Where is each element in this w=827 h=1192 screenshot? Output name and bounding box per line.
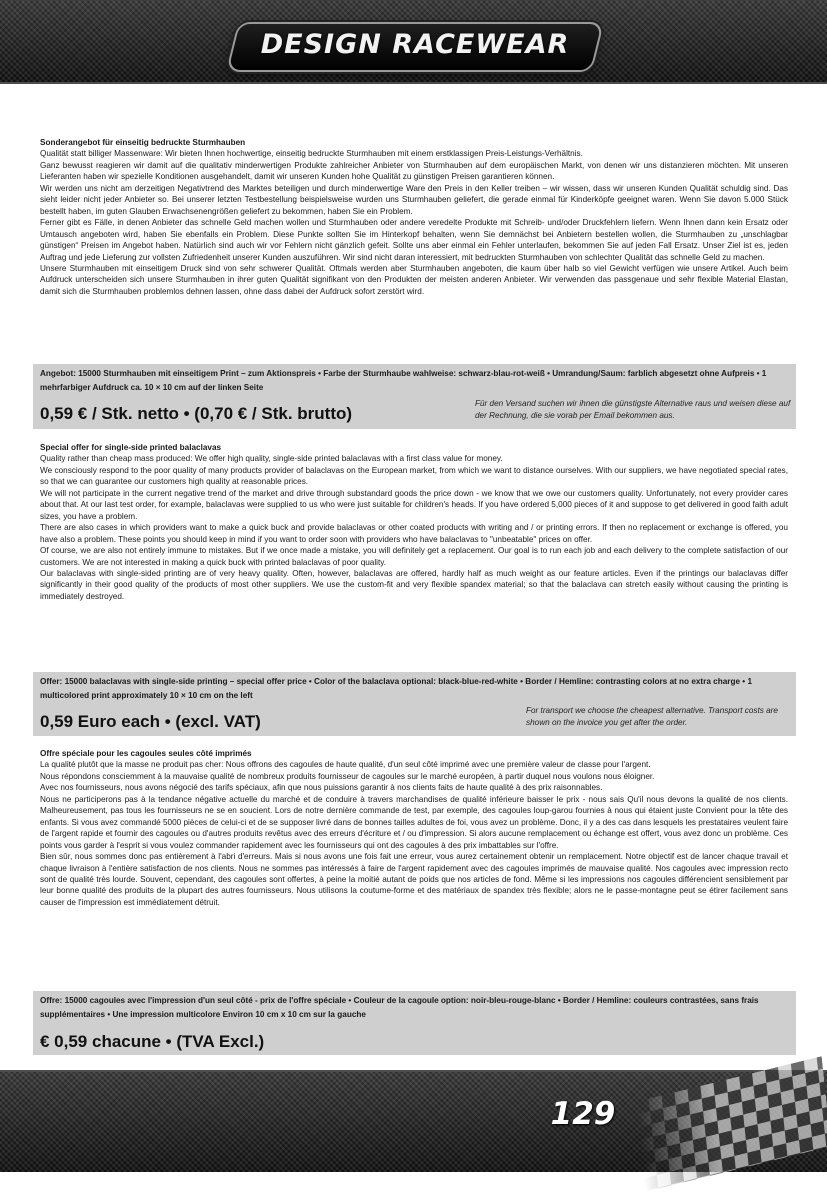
french-paragraph: Bien sûr, nous sommes donc pas entièrement à l'abri d'erreurs. Mais si nous avons une fois fait une erreur, vous aurez certainement obtenir un remplacement. Notre objectif est de lancer chaque travail et chaque livraison à l'entière satisfaction de nos clients. Nous ne sommes pas intéressés à faire de l'argent rapidement avec des cagoules imprimés de mauvaise qualité. Nos cagoules avec impression recto sont de qualité très lourde. Souvent, cependant, des cagoules sont offertes, à peine la moitié autant de poids que nos articles de fond. Même si les impressions nos cagoules différencient sensiblement par leur bonne qualité des produits de la plupart des autres fournisseurs. Nous utilisons la coutume-forme et des matériaux de spandex très flexible; alors ne le passe-montagne peut se étirer facilement sans causer de l'impression est immédiatement détruit. bbox=[40, 852, 788, 907]
english-title: Special offer for single-side printed balaclavas bbox=[40, 443, 222, 452]
german-paragraph: Ganz bewusst reagieren wir damit auf die qualitativ minderwertigen Produkte zahlreicher Anbieter von Sturmhauben auf dem europäischen Markt, von denen wir uns distanzieren möchten. Mit unseren Lieferanten haben wir spezielle Konditionen ausgehandelt, damit wir unseren Kunden hohe Qualität zu günstigen Preisen garantieren können. bbox=[40, 160, 788, 182]
german-shipping-note: Für den Versand suchen wir ihnen die günstigste Alternative raus und weisen diese auf der Rechnung, die sie vorab per Email bekommen aus. bbox=[475, 399, 791, 420]
french-offer-box bbox=[33, 991, 796, 1055]
german-section bbox=[40, 137, 788, 297]
english-paragraph: There are also cases in which providers want to make a quick buck and provide balaclavas or other coated products with writing and / or printing errors. If then no replacement or exchange is offered, you have also a problem. These points you should keep in mind if you want to order soon with providers who have balaclavas to "unbeatable" prices on offer. bbox=[40, 523, 788, 544]
german-paragraph: Unsere Sturmhauben mit einseitigem Druck sind von sehr schwerer Qualität. Oftmals werden aber Sturmhauben angeboten, die kaum über halb so viel Gewicht verfügen wie unsere Artikel. Auch beim Aufdruck unterscheiden sich unsere Sturmhauben in ihrer guten Qualität signifikant von den Produkten der meisten anderen Anbieter. Wir verwenden das passgenaue und sehr flexible Material Elastan, damit sich die Sturmhauben problemlos dehnen lassen, ohne dass dabei der Aufdruck sofort zerstört wird. bbox=[40, 263, 788, 296]
english-paragraph: We consciously respond to the poor quality of many products provider of balaclavas on the European market, from which we want to distance ourselves. With our suppliers, we have negotiated special rates, so that we can guarantee our customers high quality at reasonable prices. bbox=[40, 465, 788, 487]
french-section bbox=[40, 748, 788, 908]
french-offer-price: € 0,59 chacune • (TVA Excl.) bbox=[40, 1032, 265, 1051]
english-section bbox=[40, 442, 788, 602]
french-title: Offre spéciale pour les cagoules seules côté imprimés bbox=[40, 749, 252, 758]
french-paragraph: Avec nos fournisseurs, nous avons négocié des tarifs spéciaux, afin que nous puissions garantir à nos clients faits de haute qualité à des prix raisonnables. bbox=[40, 783, 603, 793]
french-paragraph: Nous répondons consciemment à la mauvaise qualité de nombreux produits fournisseur de cagoules sur le marché européen, à partir duquel nous voulons nous éloigner. bbox=[40, 771, 655, 781]
page-number: 129 bbox=[550, 1096, 616, 1132]
german-offer-box bbox=[33, 364, 796, 429]
english-offer-price: 0,59 Euro each • (excl. VAT) bbox=[40, 712, 261, 731]
german-paragraph: Wir werden uns nicht am derzeitigen Negativtrend des Marktes beteiligen und durch minderwertige Ware den Preis in den Keller treiben – wir wissen, dass wir unseren Kunden Qualität schuldig sind. Das sieht leider nicht jeder Anbieter so. Bei unserer letzten Testbestellung beispielsweise wurden uns Sturmhauben geliefert, die gerade einmal für Kinderköpfe geeignet waren. Wenn Sie davon 5.000 Stück bestellt haben, im guten Glauben Erwachsenengrößen geliefert zu bekommen, haben Sie ein Problem. bbox=[40, 183, 788, 216]
english-paragraph: Of course, we are also not entirely immune to mistakes. But if we once made a mistake, you will definitely get a replacement. Our goal is to run each job and each delivery to the complete satisfaction of our customers. We are not interested in making a quick buck with printed balaclavas of poor quality. bbox=[40, 546, 788, 567]
english-shipping-note: For transport we choose the cheapest alternative. Transport costs are shown on the invoice you get after the order. bbox=[526, 706, 778, 727]
french-offer-text: Offre: 15000 cagoules avec l'impression d'un seul côté - prix de l'offre spéciale • Couleur de la cagoule option: noir-bleu-rouge-blanc • Border / Hemline: couleurs contrastées, sans frais supplémentaires • Une impression multicolore Environ 10 cm x 10 cm sur la gauche bbox=[40, 996, 759, 1019]
french-paragraph: La qualité plutôt que la masse ne produit pas cher: Nous offrons des cagoules de haute qualité, d'un seul côté imprimé avec une première valeur de classe pour l'argent. bbox=[40, 760, 651, 770]
english-paragraph: Our balaclavas with single-sided printing are of very heavy quality. Often, however, balaclavas are offered, hardly half as much weight as our feature articles. Even if the printings our balaclavas differ significantly in their good quality of the products of most other suppliers. We use the custom-fit and very flexible spandex material; so that the balaclava can stretch easily without causing the printing is immediately destroyed. bbox=[40, 568, 788, 601]
english-paragraph: We will not participate in the current negative trend of the market and drive through substandard goods the price down - we know that we owe our customers quality. Unfortunately, not every provider cares about that. At our last test order, for example, balaclavas were supplied to us who were just suitable for children's heads. If you have ordered 5,000 pieces of it and suppose to get delivered in good faith adult sizes, you have a problem. bbox=[40, 488, 788, 521]
english-offer-box bbox=[33, 672, 796, 736]
english-paragraph: Quality rather than cheap mass produced: We offer high quality, single-side printed balaclavas with a first class value for money. bbox=[40, 454, 503, 464]
french-paragraph: Nous ne participerons pas à la tendance négative actuelle du marché et de conduire à travers marchandises de qualité inférieure baisser le prix - nous sais Qu'il nous devons la qualité de nos clients. Malheureusement, pas tous les fournisseurs ne se en soucient. Lors de notre dernière commande de test, par exemple, des cagoules loup-garou fournies à nous qui étaient juste Convient pour la tête des enfants. Si vous avez commandé 5000 pièces de celui-ci et de se supposer livré dans de bonnes tailles adultes de foi, vous avez un problème. Donc, il y a des cas dans lesquels les prestataires veulent faire de l'argent rapide et fournir des cagoules ou d'autres produits revêtus avec des erreurs d'écriture et / ou d'impression. Si alors aucune remplacement ou échange est offert, vous avez donc un problème. Ces points vous garder à l'esprit si vous voulez commander rapidement avec les fournisseurs qui ont des cagoules à des prix imbattables sur l'offre. bbox=[40, 794, 788, 850]
german-paragraph: Ferner gibt es Fälle, in denen Anbieter das schnelle Geld machen wollen und Sturmhauben oder andere veredelte Produkte mit Schreib- und/oder Druckfehlern liefern. Wenn Ihnen dann kein Ersatz oder Umtausch angeboten wird, haben Sie ebenfalls ein Problem. Diese Punkte sollten Sie im Hinterkopf behalten, wenn Sie demnächst bei Anbietern bestellen wollen, die Sturmhauben zu „unschlagbar günstigen“ Preisen im Angebot haben. Natürlich sind auch wir vor Fehlern nicht gänzlich gefeit. Sollte uns aber einmal ein Fehler unterlaufen, bekommen Sie auf jeden Fall Ersatz. Unser Ziel ist es, jeden Auftrag und jede Lieferung zur vollsten Zufriedenheit unserer Kunden auszuführen. Wir sind nicht daran interessiert, mit bedruckten Sturmhauben von schlechter Qualität das schnelle Geld zu machen. bbox=[40, 218, 788, 262]
german-title: Sonderangebot für einseitig bedruckte Sturmhauben bbox=[40, 138, 246, 147]
brand-logo: DESIGN RACEWEAR bbox=[260, 29, 570, 60]
german-paragraph: Qualität statt billiger Massenware: Wir bieten Ihnen hochwertige, einseitig bedruckte Sturmhauben mit einem erstklassigen Preis-Leistungs-Verhältnis. bbox=[40, 149, 583, 159]
german-offer-price: 0,59 € / Stk. netto • (0,70 € / Stk. brutto) bbox=[40, 404, 353, 423]
english-offer-text: Offer: 15000 balaclavas with single-side printing – special offer price • Color of the balaclava optional: black-blue-red-white • Border / Hemline: contrasting colors at no extra charge • 1 multicolored print approximately 10 × 10 cm on the left bbox=[40, 677, 752, 700]
german-offer-text: Angebot: 15000 Sturmhauben mit einseitigem Print – zum Aktionspreis • Farbe der Sturmhaube wahlweise: schwarz-blau-rot-weiß • Umrandung/Saum: farblich abgesetzt ohne Aufpreis • 1 mehrfarbiger Aufdruck ca. 10 × 10 cm auf der linken Seite bbox=[40, 369, 767, 392]
